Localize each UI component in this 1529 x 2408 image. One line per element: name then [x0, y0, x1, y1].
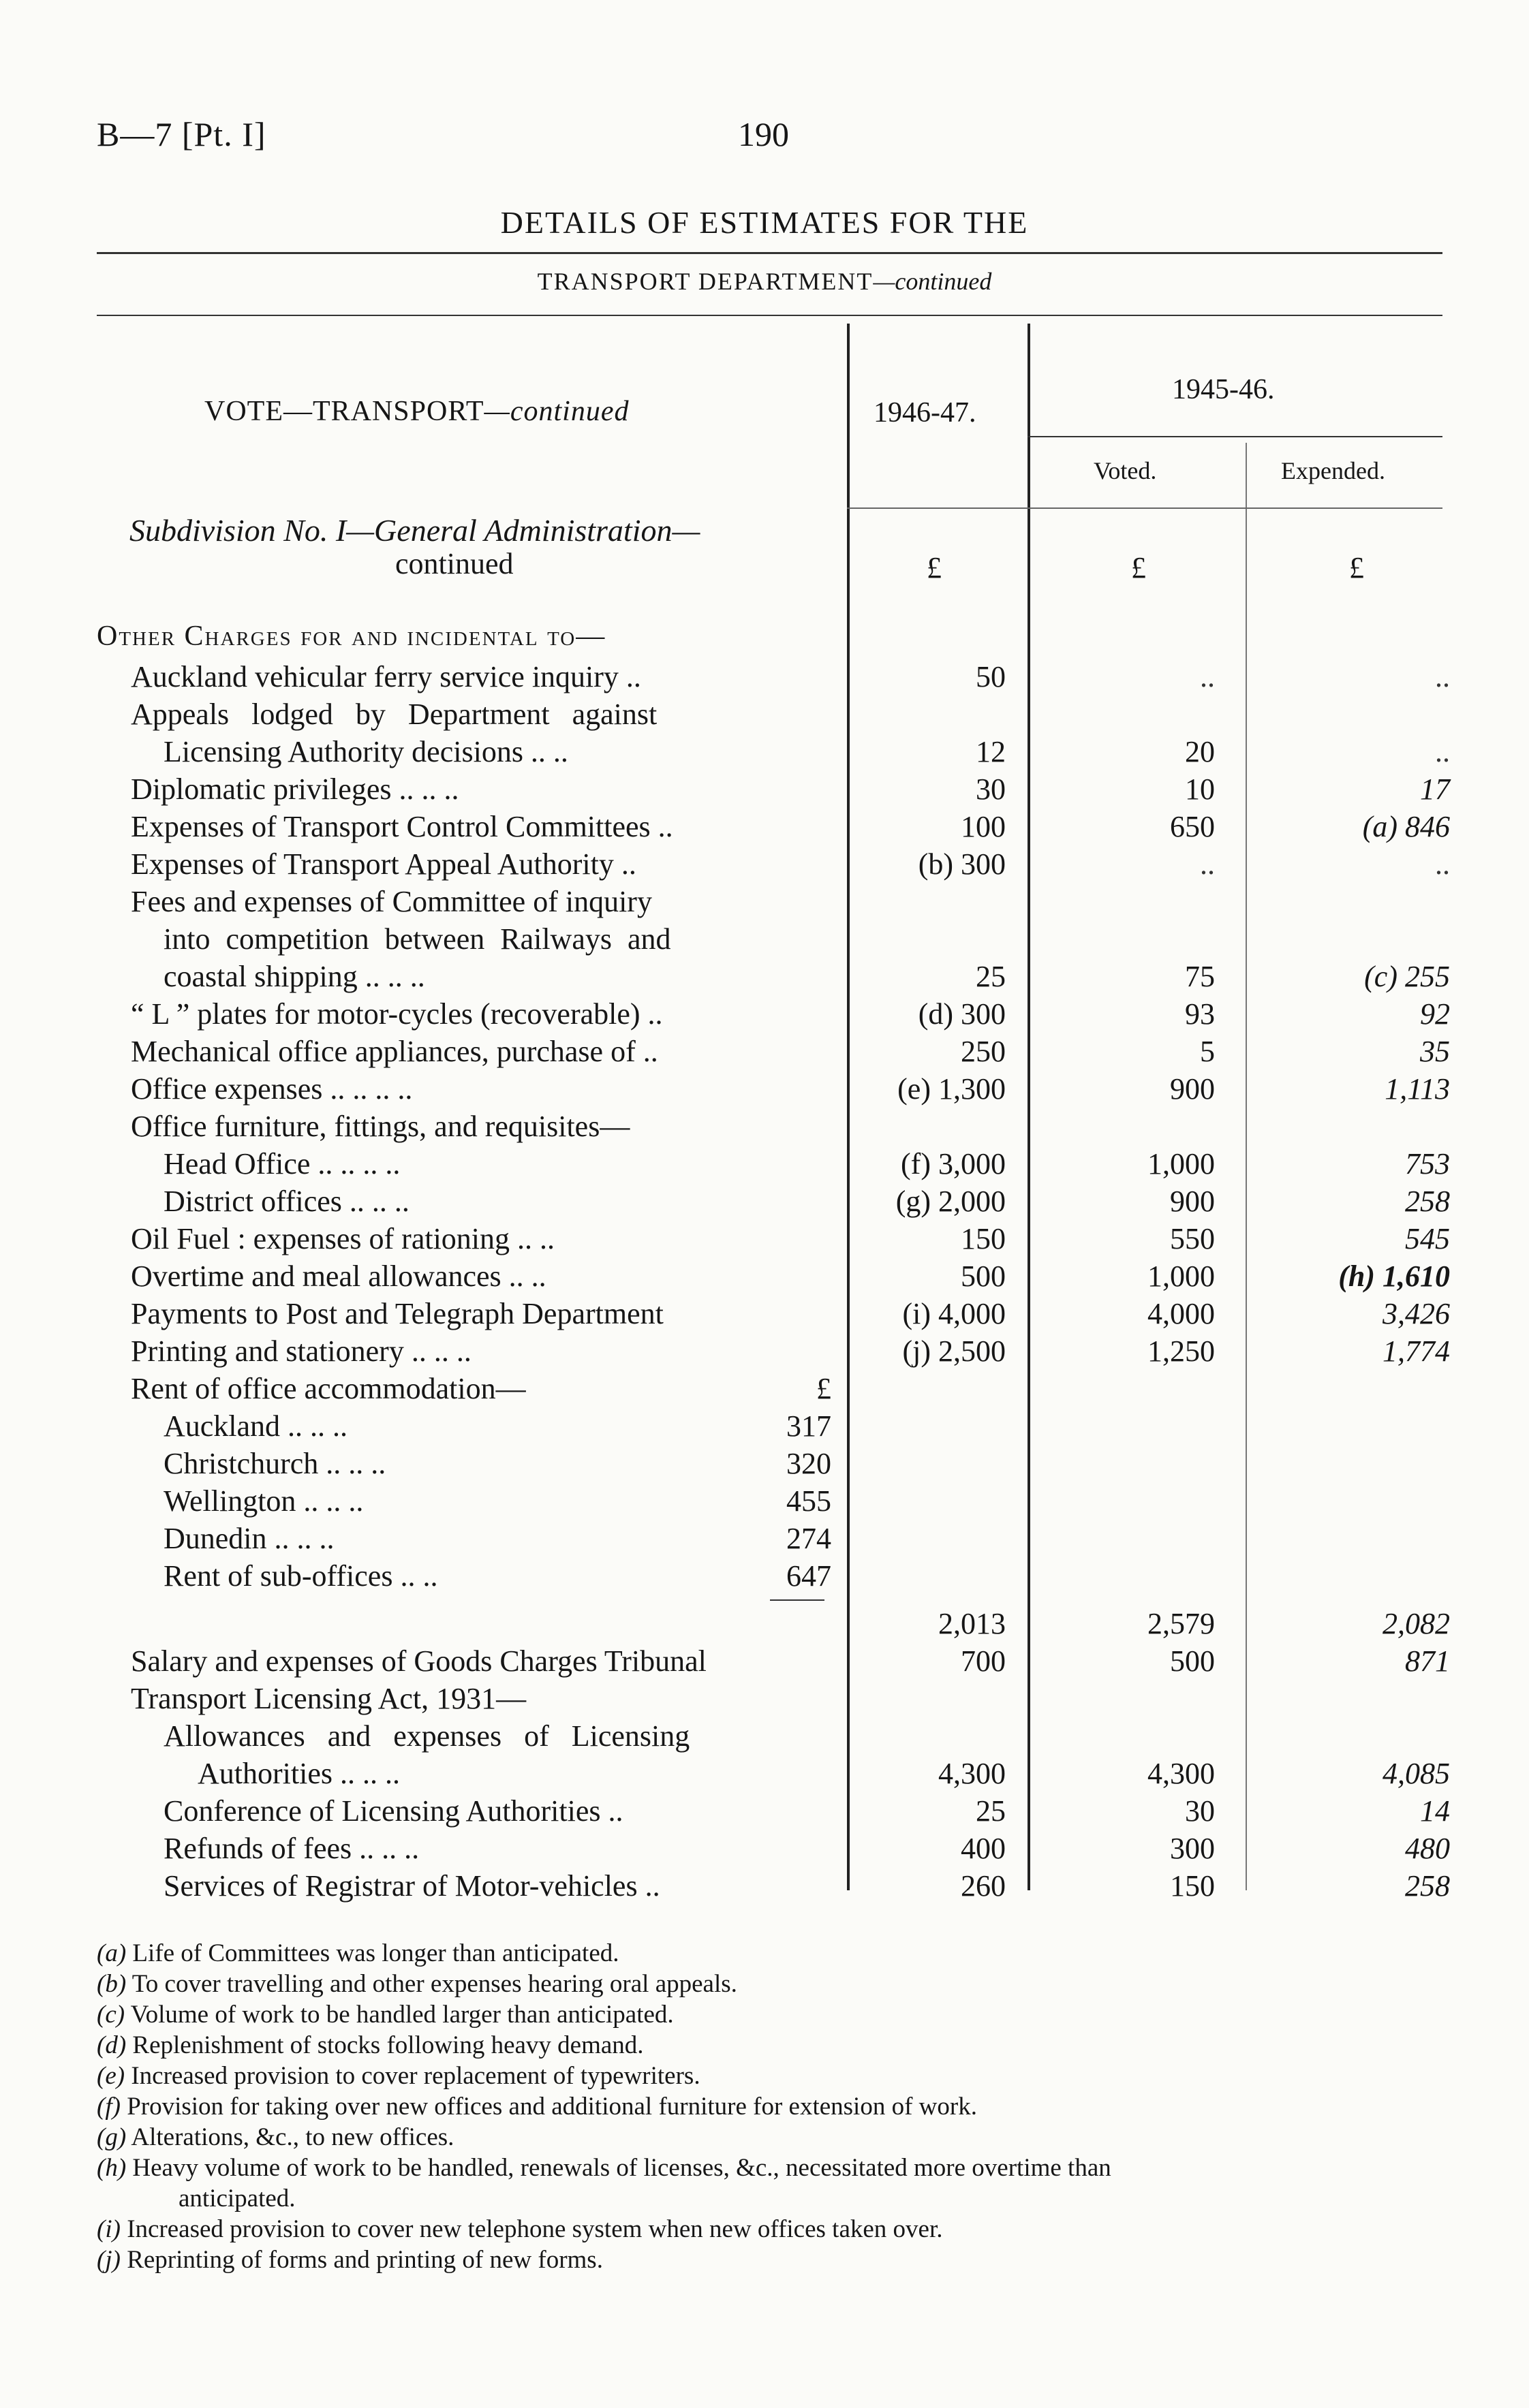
row-label: Licensing Authority decisions .. .. [164, 735, 568, 768]
table-row [0, 808, 1529, 845]
row-label: Auckland .. .. .. [164, 1409, 348, 1443]
table-row [0, 1792, 1529, 1830]
table-row [0, 995, 1529, 1033]
row-label: District offices .. .. .. [164, 1185, 410, 1218]
value-voted: 10 [1185, 772, 1215, 806]
table-row [0, 958, 1529, 995]
value-expended: (c) 255 [1364, 960, 1450, 993]
value-voted: 1,250 [1147, 1334, 1215, 1368]
row-label: Transport Licensing Act, 1931— [131, 1682, 527, 1715]
value-expended: 92 [1420, 997, 1450, 1031]
row-label: Head Office .. .. .. .. [164, 1147, 401, 1180]
row-label: Expenses of Transport Appeal Authority .. [131, 847, 636, 881]
footnote: (a) Life of Committees was longer than anticipated. [97, 1939, 619, 1967]
subtotal-rule [770, 1599, 824, 1601]
row-label: Refunds of fees .. .. .. [164, 1832, 420, 1865]
row-label: Services of Registrar of Motor-vehicles .. [164, 1869, 660, 1903]
value-expended: 3,426 [1383, 1297, 1450, 1330]
page-reference: B—7 [Pt. I] [97, 115, 266, 153]
row-label: Auckland vehicular ferry service inquiry .. [131, 660, 641, 693]
table-row [0, 1605, 1529, 1642]
row-label: Wellington .. .. .. [164, 1484, 364, 1518]
table-row [0, 1257, 1529, 1295]
value-1946: 150 [961, 1222, 1006, 1255]
table-row [0, 1445, 1529, 1482]
value-expended: .. [1435, 847, 1450, 881]
value-expended: 1,113 [1385, 1072, 1450, 1106]
value-1946: 4,300 [938, 1757, 1006, 1790]
row-label: coastal shipping .. .. .. [164, 960, 425, 993]
value-1946: 260 [961, 1869, 1006, 1903]
value-expended: 258 [1405, 1185, 1450, 1218]
value-voted: 4,000 [1147, 1297, 1215, 1330]
row-label: Diplomatic privileges .. .. .. [131, 772, 459, 806]
table-row [0, 1332, 1529, 1370]
table-row [0, 770, 1529, 808]
value-1946: 400 [961, 1832, 1006, 1865]
value-expended: (h) 1,610 [1338, 1260, 1450, 1293]
table-row [0, 1295, 1529, 1332]
table-row [0, 883, 1529, 920]
value-1946: 25 [976, 1794, 1006, 1828]
row-label: Fees and expenses of Committee of inquiry [131, 885, 652, 918]
row-label: Dunedin .. .. .. [164, 1522, 335, 1555]
row-label: Office expenses .. .. .. .. [131, 1072, 413, 1106]
table-row [0, 1482, 1529, 1520]
value-expended: 4,085 [1383, 1757, 1450, 1790]
subdivision-continued: continued [395, 547, 514, 580]
value-expended: .. [1435, 660, 1450, 693]
subtitle-rule [97, 315, 1442, 316]
value-1946: (d) 300 [918, 997, 1006, 1031]
value-voted: 150 [1170, 1869, 1215, 1903]
value-expended: 1,774 [1383, 1334, 1450, 1368]
value-1946: 12 [976, 735, 1006, 768]
value-voted: 1,000 [1147, 1147, 1215, 1180]
page-number: 190 [738, 115, 789, 153]
row-label: Allowances and expenses of Licensing [164, 1719, 690, 1753]
pound-sign-1946: £ [927, 551, 942, 584]
sub-value: 274 [786, 1522, 831, 1555]
sub-value: 455 [786, 1484, 831, 1518]
footnote-continuation: anticipated. [179, 2185, 296, 2212]
value-voted: .. [1200, 660, 1215, 693]
table-row [0, 1680, 1529, 1717]
table-row [0, 1830, 1529, 1867]
row-label: Oil Fuel : expenses of rationing .. .. [131, 1222, 555, 1255]
subdivision-heading: Subdivision No. I—General Administration— [129, 513, 700, 548]
value-expended: 35 [1420, 1035, 1450, 1068]
pound-sign-voted: £ [1131, 551, 1146, 584]
table-row [0, 1520, 1529, 1557]
value-voted: 550 [1170, 1222, 1215, 1255]
row-label: Office furniture, fittings, and requisites— [131, 1110, 630, 1143]
row-label: into competition between Railways and [164, 922, 671, 956]
table-row [0, 1717, 1529, 1755]
value-expended: .. [1435, 735, 1450, 768]
table-row [0, 920, 1529, 958]
table-row [0, 695, 1529, 733]
row-label: “ L ” plates for motor-cycles (recoverable) .. [131, 997, 663, 1031]
value-voted: 650 [1170, 810, 1215, 843]
table-row [0, 1033, 1529, 1070]
footnotes [97, 1938, 1460, 2275]
table-row [0, 1070, 1529, 1108]
value-voted: 30 [1185, 1794, 1215, 1828]
value-voted: 20 [1185, 735, 1215, 768]
value-1946: 700 [961, 1644, 1006, 1678]
table-row [0, 1183, 1529, 1220]
section-heading: Other Charges for and incidental to— [97, 621, 606, 652]
value-1946: (b) 300 [918, 847, 1006, 881]
row-label: Printing and stationery .. .. .. [131, 1334, 472, 1368]
subtitle-cont: —continued [873, 268, 992, 295]
table-row [0, 1108, 1529, 1145]
footnote: (j) Reprinting of forms and printing of new forms. [97, 2246, 603, 2274]
page-title: DETAILS OF ESTIMATES FOR THE [500, 205, 1029, 240]
value-1946: 25 [976, 960, 1006, 993]
value-1946: 30 [976, 772, 1006, 806]
value-1946: (e) 1,300 [897, 1072, 1006, 1106]
value-voted: 5 [1200, 1035, 1215, 1068]
sub-value: 647 [786, 1559, 831, 1593]
value-voted: 500 [1170, 1644, 1215, 1678]
subtitle-main: TRANSPORT DEPARTMENT [537, 268, 874, 295]
value-1946: (f) 3,000 [901, 1147, 1006, 1180]
value-1946: (i) 4,000 [902, 1297, 1006, 1330]
value-voted: 4,300 [1147, 1757, 1215, 1790]
column-header-expended: Expended. [1281, 457, 1385, 484]
value-voted: 900 [1170, 1072, 1215, 1106]
footnote: (i) Increased provision to cover new telephone system when new offices taken over. [97, 2215, 943, 2243]
value-expended: 545 [1405, 1222, 1450, 1255]
value-1946: (g) 2,000 [895, 1185, 1006, 1218]
row-label: Mechanical office appliances, purchase of .. [131, 1035, 658, 1068]
value-voted: 2,579 [1147, 1607, 1215, 1640]
column-header-voted: Voted. [1094, 457, 1157, 484]
row-label: Salary and expenses of Goods Charges Tribunal [131, 1644, 707, 1678]
column-header-1945: 1945-46. [1172, 374, 1275, 405]
value-voted: .. [1200, 847, 1215, 881]
column-header-1946: 1946-47. [874, 397, 976, 428]
value-1946: 500 [961, 1260, 1006, 1293]
row-label: Rent of sub-offices .. .. [164, 1559, 438, 1593]
row-label: Payments to Post and Telegraph Department [131, 1297, 664, 1330]
value-voted: 75 [1185, 960, 1215, 993]
table-row [0, 1370, 1529, 1407]
table-row [0, 1407, 1529, 1445]
value-expended: 2,082 [1383, 1607, 1450, 1640]
footnote: (e) Increased provision to cover replacement of typewriters. [97, 2062, 700, 2090]
value-1946: 250 [961, 1035, 1006, 1068]
footnote: (c) Volume of work to be handled larger than anticipated. [97, 2001, 674, 2029]
row-label: Authorities .. .. .. [198, 1757, 400, 1790]
footnote: (b) To cover travelling and other expenses hearing oral appeals. [97, 1970, 737, 1998]
row-label: Appeals lodged by Department against [131, 698, 658, 731]
value-expended: (a) 846 [1362, 810, 1450, 843]
row-label: Overtime and meal allowances .. .. [131, 1260, 546, 1293]
table-row [0, 658, 1529, 695]
table-row [0, 1867, 1529, 1905]
table-row [0, 733, 1529, 770]
value-voted: 900 [1170, 1185, 1215, 1218]
sub-value: £ [816, 1372, 831, 1405]
table-row [0, 1642, 1529, 1680]
footnote: (g) Alterations, &c., to new offices. [97, 2123, 454, 2151]
sub-value: 317 [786, 1409, 831, 1443]
header-rule-bottom [847, 507, 1442, 509]
value-expended: 871 [1405, 1644, 1450, 1678]
row-label: Conference of Licensing Authorities .. [164, 1794, 623, 1828]
row-label: Rent of office accommodation— [131, 1372, 526, 1405]
row-label: Expenses of Transport Control Committees .. [131, 810, 673, 843]
table-row [0, 1220, 1529, 1257]
footnote: (h) Heavy volume of work to be handled, renewals of licenses, &c., necessitated more overtime than anticipated. [97, 2153, 1460, 2214]
value-voted: 93 [1185, 997, 1215, 1031]
value-1946: 50 [976, 660, 1006, 693]
sub-value: 320 [786, 1447, 831, 1480]
pound-sign-expended: £ [1349, 551, 1364, 584]
value-expended: 480 [1405, 1832, 1450, 1865]
header-rule-1945 [1028, 436, 1442, 437]
vote-heading: VOTE—TRANSPORT—continued [204, 396, 630, 427]
value-expended: 258 [1405, 1869, 1450, 1903]
page-subtitle [0, 267, 1529, 296]
value-expended: 14 [1420, 1794, 1450, 1828]
footnote: (f) Provision for taking over new offices and additional furniture for extension of work. [97, 2093, 977, 2121]
footnote: (d) Replenishment of stocks following heavy demand. [97, 2031, 644, 2059]
table-row [0, 1557, 1529, 1595]
value-voted: 300 [1170, 1832, 1215, 1865]
value-1946: 2,013 [938, 1607, 1006, 1640]
value-1946: (j) 2,500 [902, 1334, 1006, 1368]
table-row [0, 1145, 1529, 1183]
value-voted: 1,000 [1147, 1260, 1215, 1293]
row-label: Christchurch .. .. .. [164, 1447, 386, 1480]
title-rule [97, 252, 1442, 254]
value-1946: 100 [961, 810, 1006, 843]
value-expended: 17 [1420, 772, 1450, 806]
table-row [0, 845, 1529, 883]
value-expended: 753 [1405, 1147, 1450, 1180]
table-row [0, 1755, 1529, 1792]
